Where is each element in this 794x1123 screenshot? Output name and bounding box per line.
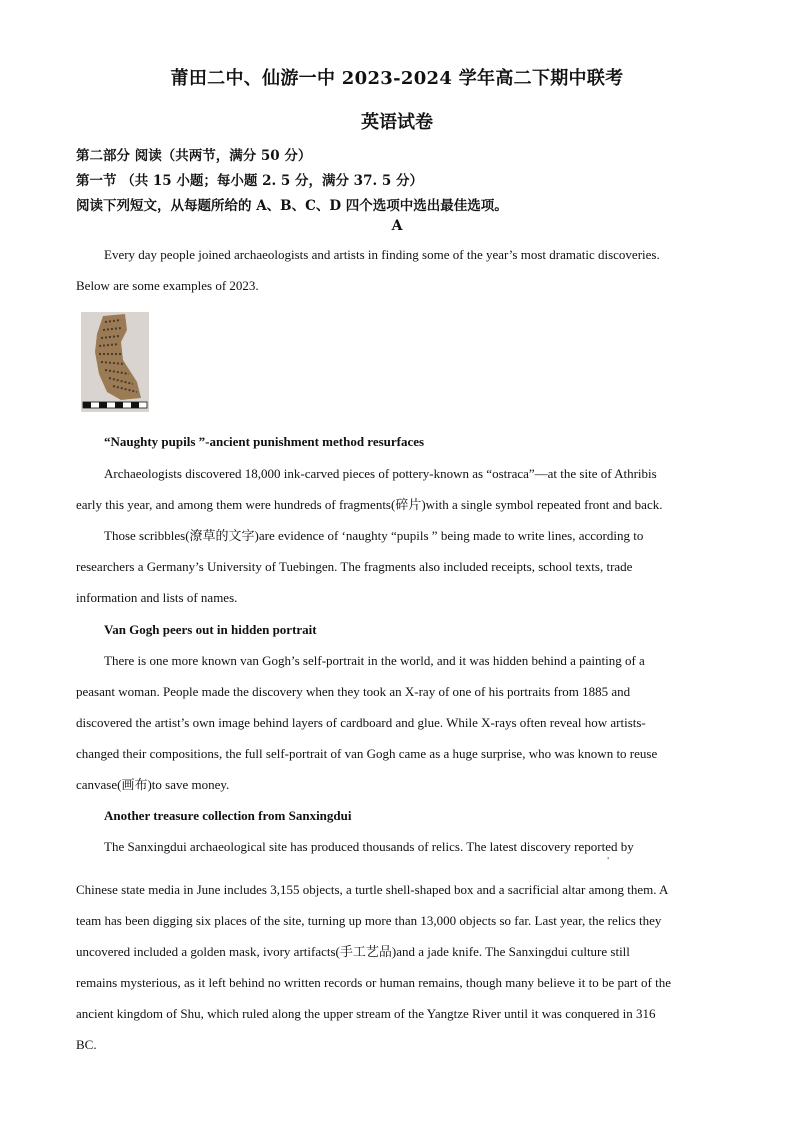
section-heading: 第一节 （共 15 小题；每小题 2. 5 分，满分 37. 5 分） xyxy=(76,173,423,189)
section1-line-1: Archaeologists discovered 18,000 ink-carved pieces of pottery-known as “ostraca”—at the site of Athribis xyxy=(104,466,657,481)
part-heading: 第二部分 阅读（共两节，满分 50 分） xyxy=(76,148,312,164)
section2-paragraph xyxy=(76,645,721,800)
passage-letter: A xyxy=(391,218,403,234)
section1-paragraph xyxy=(76,458,721,613)
section1-line-2: early this year, and among them were hundreds of fragments(碎片)with a single symbol repeated front and back. xyxy=(76,497,663,512)
section3-line-5: remains mysterious, as it left behind no written records or human remains, though many believe it to be part of the xyxy=(76,975,671,990)
section1-line-4: researchers a Germany’s University of Tuebingen. The fragments also included receipts, school texts, trade xyxy=(76,559,633,574)
exam-title: 莆田二中、仙游一中 2023-2024 学年高二下期中联考 xyxy=(170,68,624,89)
section2-line-3: discovered the artist’s own image behind layers of cardboard and glue. While X-rays often reveal how artists- xyxy=(76,715,646,730)
section3-heading: Another treasure collection from Sanxingdui xyxy=(104,808,352,823)
section3-line-6: ancient kingdom of Shu, which ruled along the upper stream of the Yangtze River until it was conquered in 316 xyxy=(76,1006,656,1021)
section3-paragraph-start xyxy=(76,831,721,862)
section3-line-3: team has been digging six places of the site, turning up more than 13,000 objects so far. Last year, the relics they xyxy=(76,913,662,928)
section1-line-3: Those scribbles(潦草的文字)are evidence of ‘naughty “pupils ” being made to write lines, according to xyxy=(104,528,644,543)
section1-line-5: information and lists of names. xyxy=(76,590,238,605)
instruction-text: 阅读下列短文，从每题所给的 A、B、C、D 四个选项中选出最佳选项。 xyxy=(76,198,508,214)
section2-line-2: peasant woman. People made the discovery when they took an X-ray of one of his portraits from 1885 and xyxy=(76,684,631,699)
section2-heading: Van Gogh peers out in hidden portrait xyxy=(104,622,317,637)
section3-line-7: BC. xyxy=(76,1037,97,1052)
pottery-fragment-photo xyxy=(81,312,149,412)
section3-line-4: uncovered included a golden mask, ivory artifacts(手工艺品)and a jade knife. The Sanxingdui culture still xyxy=(76,944,630,959)
section3-paragraph xyxy=(76,874,721,1060)
section2-line-1: There is one more known van Gogh’s self-portrait in the world, and it was hidden behind a painting of a xyxy=(104,653,645,668)
section3-line-2: Chinese state media in June includes 3,155 objects, a turtle shell-shaped box and a sacrificial altar among them. A xyxy=(76,882,669,897)
section2-line-4: changed their compositions, the full self-portrait of van Gogh came as a huge surprise, who was known to reuse xyxy=(76,746,658,761)
stray-mark: ' xyxy=(607,856,610,865)
exam-subtitle: 英语试卷 xyxy=(361,112,433,133)
intro-line-2: Below are some examples of 2023. xyxy=(76,278,259,293)
intro-line-1: Every day people joined archaeologists and artists in finding some of the year’s most dramatic discoveries. xyxy=(104,247,660,262)
section3-line-1: The Sanxingdui archaeological site has produced thousands of relics. The latest discovery reported by xyxy=(104,839,634,854)
section1-heading: “Naughty pupils ”-ancient punishment method resurfaces xyxy=(104,434,425,449)
intro-paragraph xyxy=(76,239,721,301)
section2-line-5: canvase(画布)to save money. xyxy=(76,777,230,792)
